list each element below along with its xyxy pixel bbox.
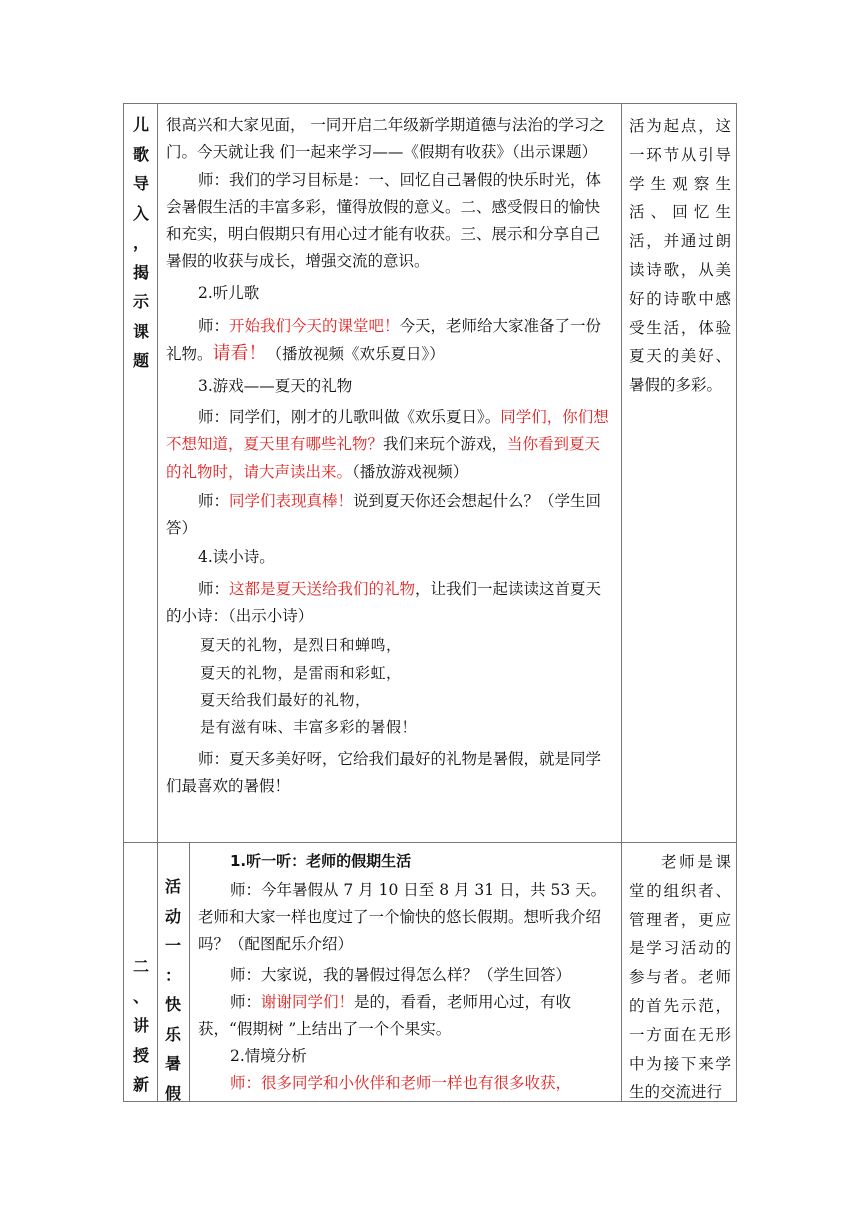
poem-line: 夏天给我们最好的礼物， (200, 690, 371, 709)
poem-line: 夏天的礼物，是雷雨和彩虹， (200, 663, 402, 682)
poem-line: 夏天的礼物，是烈日和蝉鸣， (200, 636, 402, 655)
praise-paragraph: 师：同学们表现真棒！说到夏天你还会想起什么？（学生回答） (166, 491, 602, 538)
game-paragraph: 师：同学们，刚才的儿歌叫做《欢乐夏日》。同学们，你们想不想知道，夏天里有哪些礼物？我们来玩个游戏，当你看到夏天的礼物时，请大声读出来。（播放游戏视频） (166, 407, 609, 481)
lesson-plan-table (123, 103, 737, 1102)
step-heading: 3.游戏——夏天的礼物 (198, 376, 353, 395)
step-heading: 2.情境分析 (230, 1047, 307, 1065)
summary-paragraph: 师：夏天多美好呀，它给我们最好的礼物是暑假，就是同学们最喜欢的暑假！ (166, 749, 602, 795)
step-heading: 2.听儿歌 (198, 283, 260, 302)
section2-side-note: 老师是课堂的组织者、管理者，更应是学习活动的参与者。老师的首先示范，一方面在无形中为接下来学生的交流进行 (629, 853, 731, 1102)
section2-content (198, 848, 616, 1097)
goals-paragraph: 师：我们的学习目标是：一、回忆自己暑假的快乐时光，体会暑假生活的丰富多彩，懂得放假的意义。二、感受假日的愉快和充实，明白假期只有用心过才能有收获。三、展示和分享自己暑假的收获与成长，增强交流的意识。 (166, 170, 602, 271)
scenario-paragraph: 师：很多同学和小伙伴和老师一样也有很多收获， (230, 1074, 572, 1092)
intro-paragraph: 很高兴和大家见面， 一同开启二年级新学期道德与法治的学习之门。今天就让我 们一起来学习——《假期有收获》（出示课题） (166, 116, 605, 162)
section1-side-note: 活为起点，这一环节从引导学生观察生活、回忆生活，并通过朗读诗歌，从美好的诗歌中感受生活，体验夏天的美好、暑假的多彩。 (629, 117, 731, 395)
poem-line: 是有滋有味、丰富多彩的暑假！ (200, 718, 418, 737)
section1-content (166, 112, 614, 800)
teacher-holiday-paragraph: 师：今年暑假从 7 月 10 日至 8 月 31 日，共 53 天。老师和大家一样也度过了一个愉快的悠长假期。想听我介绍吗？（配图配乐介绍） (198, 881, 607, 953)
poem-intro-paragraph: 师：这都是夏天送给我们的礼物，让我们一起读读这首夏天的小诗：（出示小诗） (166, 579, 602, 626)
activity-label: 活 动 一 ： 快 乐 暑 假 (164, 877, 181, 1103)
section1-label: 儿 歌 导 入 ， 揭 示 课 题 (132, 115, 149, 370)
poem (166, 632, 614, 741)
song-paragraph: 师：开始我们今天的课堂吧！今天，老师给大家准备了一份礼物。请看！（播放视频《欢乐夏日》） (166, 317, 602, 365)
step-heading: 4.读小诗。 (198, 548, 275, 567)
section2-label: 二 、 讲 授 新 (132, 957, 149, 1094)
thanks-paragraph: 师：谢谢同学们！是的，看看，老师用心过，有收获，“假期树 ”上结出了一个个果实。 (198, 993, 572, 1038)
question-paragraph: 师：大家说，我的暑假过得怎么样？（学生回答） (230, 966, 572, 984)
activity-heading: 1.听一听：老师的假期生活 (230, 852, 412, 870)
